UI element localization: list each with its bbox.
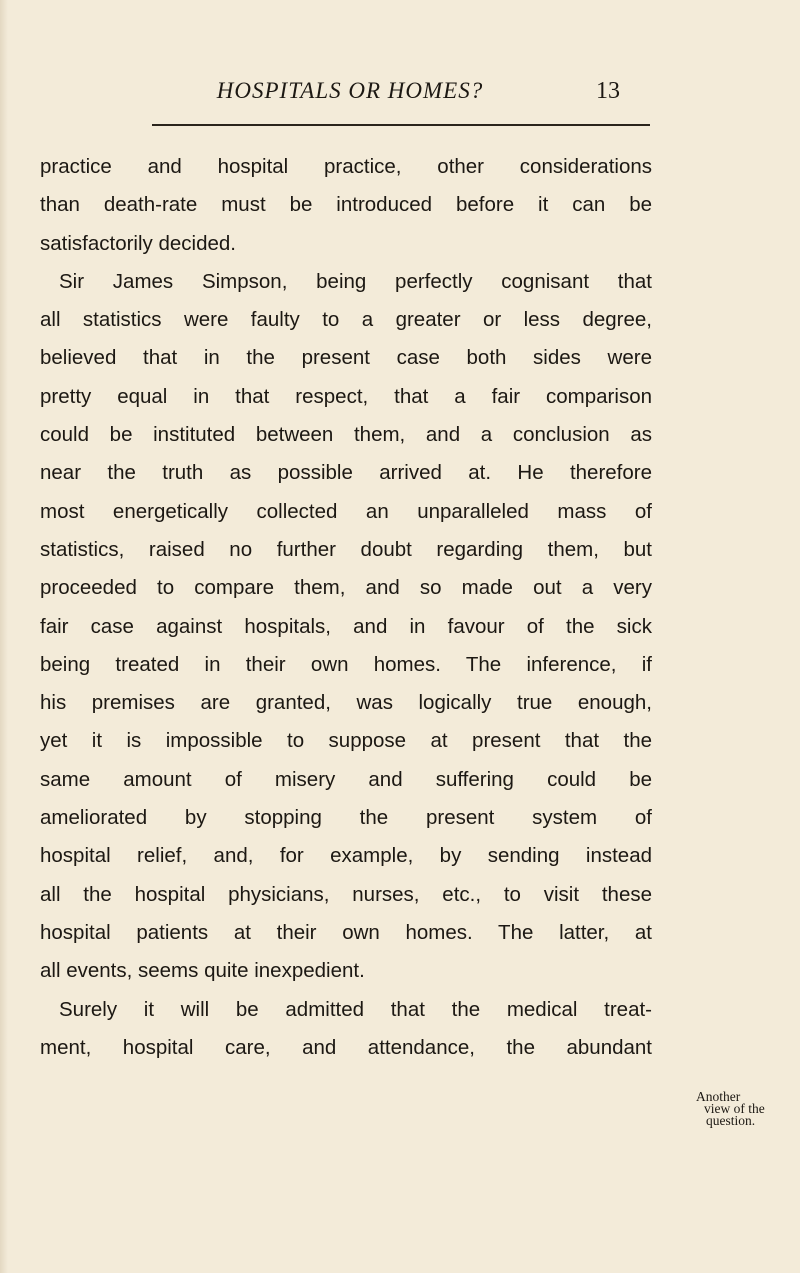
paragraph-start-line: Surely it will be admitted that the medical treat-: [59, 997, 652, 1021]
text-line: all the hospital physicians, nurses, etc., to visit these: [40, 882, 652, 906]
margin-note-line: view of the: [704, 1101, 765, 1116]
text-line: all events, seems quite inexpedient.: [40, 959, 365, 983]
paragraph-start-line: Sir James Simpson, being perfectly cognisant that: [59, 269, 652, 293]
text-line: being treated in their own homes. The inference, if: [40, 652, 652, 676]
text-line: satisfactorily decided.: [40, 231, 236, 255]
text-line: his premises are granted, was logically true enough,: [40, 691, 652, 715]
text-line: all statistics were faulty to a greater or less degree,: [40, 308, 652, 332]
text-line: practice and hospital practice, other considerations: [40, 155, 652, 178]
text-line: pretty equal in that respect, that a fair comparison: [40, 384, 652, 408]
text-line: most energetically collected an unparalleled mass of: [40, 499, 652, 523]
text-line: same amount of misery and suffering could be: [40, 767, 652, 791]
text-line: believed that in the present case both sides were: [40, 346, 652, 370]
running-title: HOSPITALS OR HOMES?: [216, 78, 484, 103]
margin-note-line: question.: [706, 1113, 756, 1128]
text-line: ment, hospital care, and attendance, the abundant: [40, 1035, 652, 1059]
body-text: [40, 148, 652, 1067]
text-line: could be instituted between them, and a conclusion as: [40, 423, 652, 447]
text-line: fair case against hospitals, and in favour of the sick: [40, 614, 652, 638]
text-line: than death-rate must be introduced before it can be: [40, 193, 652, 217]
margin-note: [696, 1091, 796, 1127]
text-line: near the truth as possible arrived at. He therefore: [40, 461, 652, 485]
running-head: [0, 74, 800, 114]
text-line: yet it is impossible to suppose at present that the: [40, 729, 652, 753]
text-line: hospital patients at their own homes. The latter, at: [40, 920, 652, 944]
text-line: hospital relief, and, for example, by sending instead: [40, 844, 652, 868]
page-edge-shadow: [0, 0, 8, 1273]
margin-note-line: Another: [696, 1089, 741, 1104]
text-line: ameliorated by stopping the present system of: [40, 806, 652, 830]
page-number: 13: [596, 78, 620, 104]
text-line: proceeded to compare them, and so made out a very: [40, 576, 652, 600]
header-rule: [152, 124, 650, 126]
text-line: statistics, raised no further doubt regarding them, but: [40, 537, 652, 561]
